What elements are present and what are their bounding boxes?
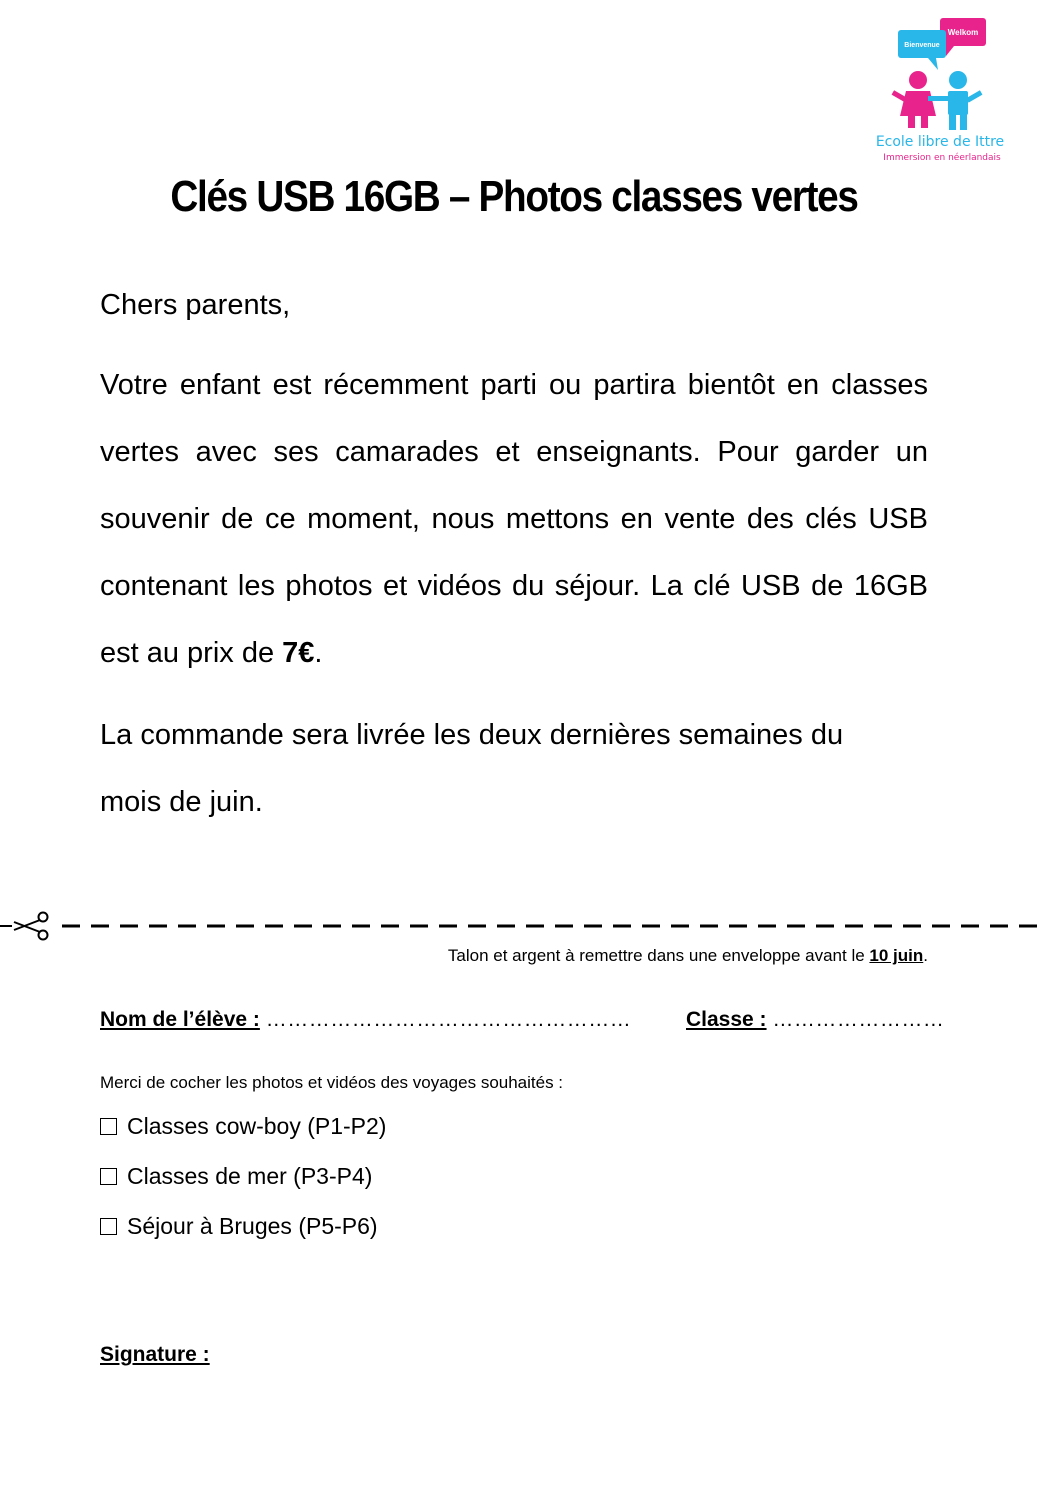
instruction-text: Merci de cocher les photos et vidéos des voyages souhaités : [100, 1073, 564, 1092]
letter-body: Votre enfant est récemment parti ou partira bientôt en classes vertes avec ses camarades et enseignants. Pour garder un souvenir de ce moment, nous mettons en vente des clés USB contenant les photos et vidéos du séjour. La clé USB de 16GB est au prix de 7€. [100, 369, 928, 669]
student-name-label: Nom de l’élève : [100, 1008, 260, 1031]
page-title: Clés USB 16GB – Photos classes vertes [170, 172, 858, 221]
student-name-blank[interactable]: …………………………………………… [265, 1008, 632, 1031]
checkbox[interactable] [100, 1168, 117, 1185]
class-blank[interactable]: …………………… [772, 1008, 945, 1031]
svg-text:Welkom: Welkom [947, 28, 979, 37]
class-label: Classe : [686, 1008, 767, 1031]
school-logo [862, 14, 1026, 166]
school-name: Ecole libre de Ittre [875, 134, 1005, 150]
school-tagline: Immersion en néerlandais [883, 153, 1001, 163]
svg-text:Bienvenue: Bienvenue [904, 42, 940, 49]
bienvenue-bubble [898, 30, 946, 70]
option-cowboy[interactable]: Classes cow-boy (P1-P2) [100, 1113, 386, 1140]
blue-child-figure [928, 71, 982, 130]
cut-line [0, 908, 1044, 944]
checkbox[interactable] [100, 1118, 117, 1135]
option-mer[interactable]: Classes de mer (P3-P4) [100, 1163, 372, 1190]
talon-note: Talon et argent à remettre dans une enveloppe avant le 10 juin. [447, 946, 928, 965]
welkom-bubble [940, 18, 986, 56]
checkbox[interactable] [100, 1218, 117, 1235]
option-bruges[interactable]: Séjour à Bruges (P5-P6) [100, 1213, 378, 1240]
greeting: Chers parents, [100, 289, 291, 321]
class-field[interactable] [686, 1008, 944, 1032]
logo-graphic [862, 14, 1026, 166]
scissors-icon [0, 913, 48, 940]
body-text: Votre enfant est récemment parti ou partira bientôt en classes vertes avec ses camarades et enseignants. Pour garder un souvenir de ce moment, nous mettons en vente des clés USB contenant les photos et vidéos du séjour. La clé USB de 16GB est au prix de [100, 369, 928, 669]
price: 7€ [282, 637, 315, 669]
deadline-date: 10 juin [869, 946, 924, 965]
student-name-field[interactable] [100, 1008, 631, 1032]
delivery-paragraph: La commande sera livrée les deux dernières semaines du mois de juin. [100, 719, 844, 818]
signature-label: Signature : [100, 1343, 210, 1366]
